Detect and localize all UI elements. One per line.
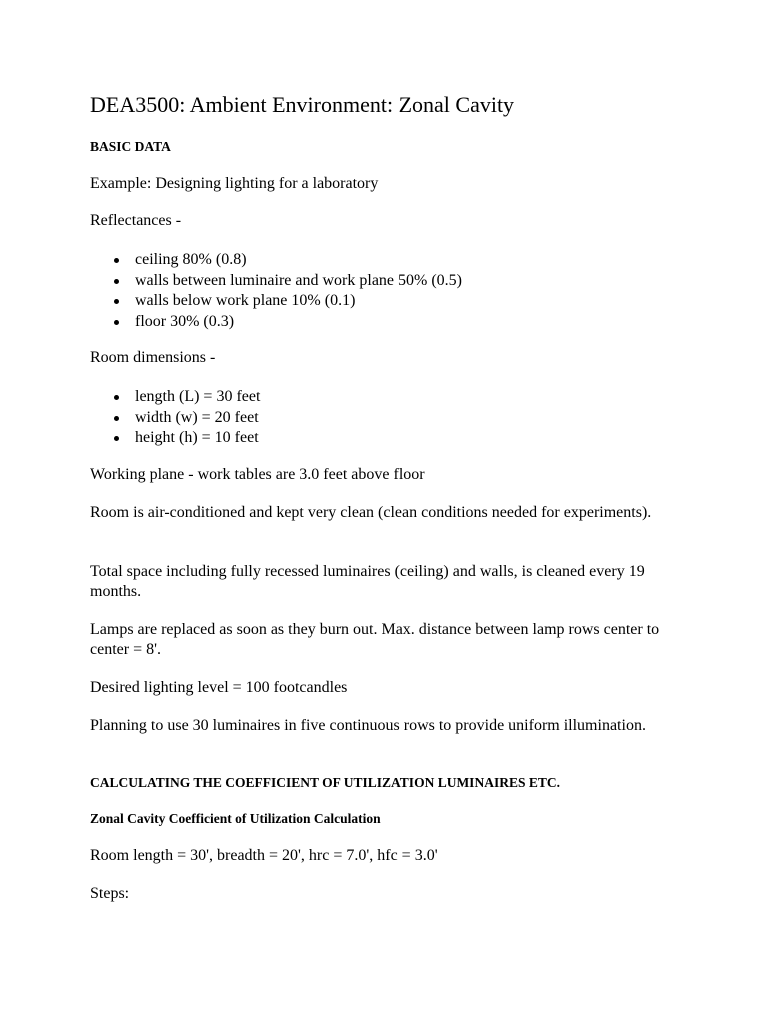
list-item-text: walls below work plane 10% (0.1) xyxy=(135,292,356,310)
list-item-text: floor 30% (0.3) xyxy=(135,312,235,330)
list-item xyxy=(114,250,462,271)
room-summary-text: Room length = 30', breadth = 20', hrc = 7.0', hfc = 3.0' xyxy=(90,847,438,864)
list-item-text: ceiling 80% (0.8) xyxy=(135,251,247,268)
cleaning-text: Total space including fully recessed luminaires (ceiling) and walls, is cleaned every 19 months. xyxy=(90,563,645,600)
bullet-icon xyxy=(114,395,119,400)
room-dimensions-list xyxy=(114,387,260,449)
list-item-text: height (h) = 10 feet xyxy=(135,429,259,447)
air-conditioned-text: Room is air-conditioned and kept very clean (clean conditions needed for experiments). xyxy=(90,504,652,521)
list-item xyxy=(114,387,260,408)
example-text: Example: Designing lighting for a laboratory xyxy=(90,175,379,192)
list-item xyxy=(114,428,260,449)
reflectances-list xyxy=(114,250,462,332)
bullet-icon xyxy=(114,258,119,263)
bullet-icon xyxy=(114,299,119,304)
bullet-icon xyxy=(114,320,119,325)
list-item-text: width (w) = 20 feet xyxy=(135,408,259,426)
lamps-text: Lamps are replaced as soon as they burn out. Max. distance between lamp rows center to center = 8'. xyxy=(90,621,660,658)
list-item xyxy=(114,408,260,429)
bullet-icon xyxy=(114,436,119,441)
document-title: DEA3500: Ambient Environment: Zonal Cavity xyxy=(90,92,515,117)
reflectances-label: Reflectances - xyxy=(90,212,182,229)
working-plane-text: Working plane - work tables are 3.0 feet above floor xyxy=(90,466,425,483)
list-item xyxy=(114,312,462,333)
planning-text: Planning to use 30 luminaires in five continuous rows to provide uniform illumination. xyxy=(90,717,646,734)
basic-data-heading: BASIC DATA xyxy=(90,139,171,154)
room-dimensions-label: Room dimensions - xyxy=(90,349,216,366)
desired-level-text: Desired lighting level = 100 footcandles xyxy=(90,679,348,696)
list-item xyxy=(114,291,462,312)
cu-heading: CALCULATING THE COEFFICIENT OF UTILIZATION LUMINAIRES ETC. xyxy=(90,775,560,790)
list-item-text: walls between luminaire and work plane 50% (0.5) xyxy=(135,271,463,289)
bullet-icon xyxy=(114,279,119,284)
bullet-icon xyxy=(114,416,119,421)
list-item xyxy=(114,271,462,292)
steps-label: Steps: xyxy=(90,885,130,902)
zonal-heading: Zonal Cavity Coefficient of Utilization Calculation xyxy=(90,811,381,826)
list-item-text: length (L) = 30 feet xyxy=(135,388,261,405)
